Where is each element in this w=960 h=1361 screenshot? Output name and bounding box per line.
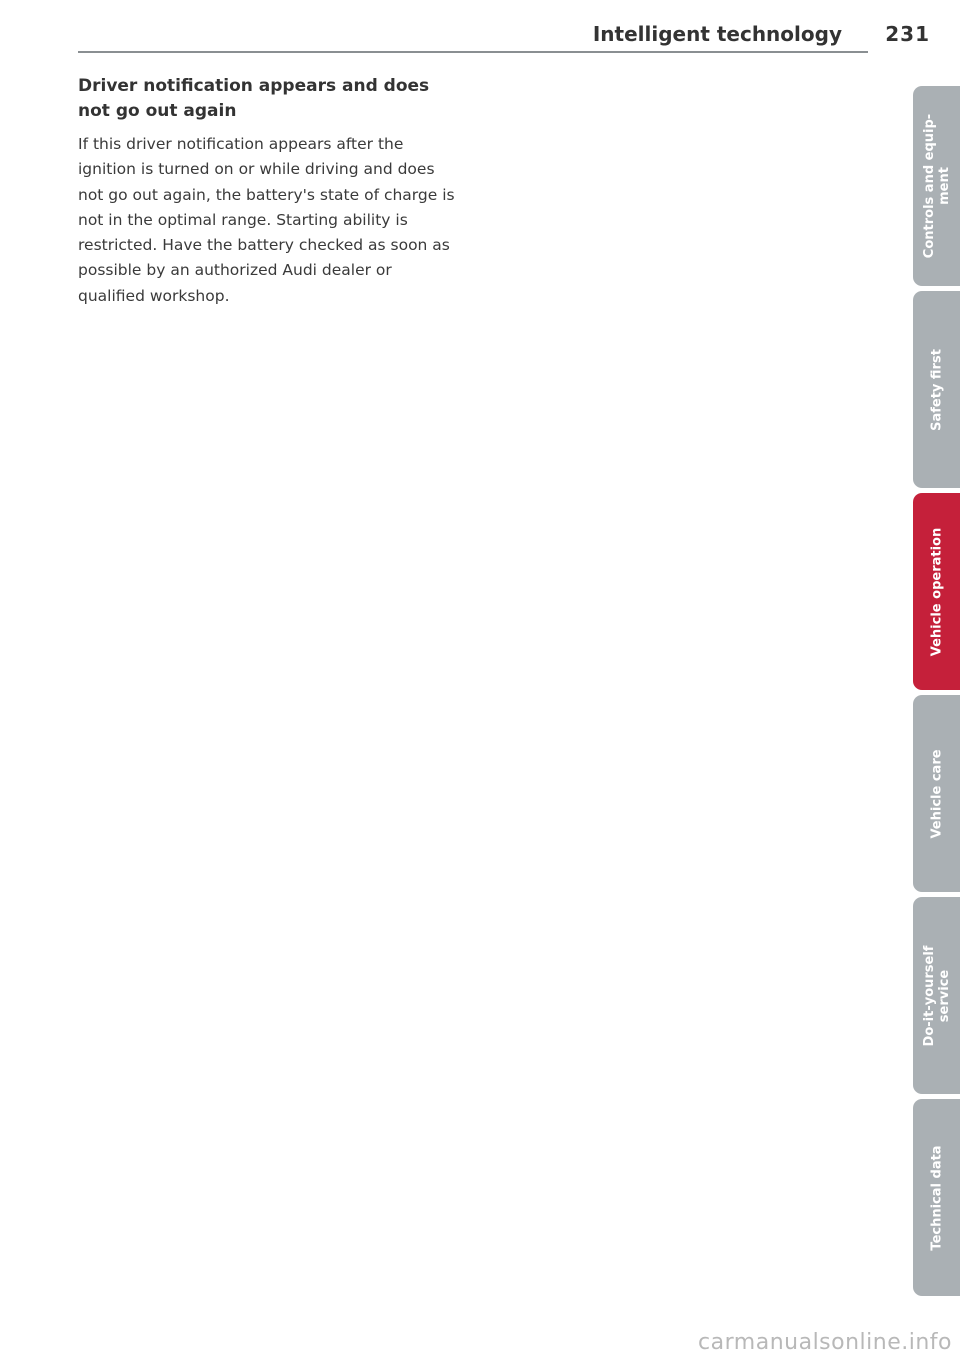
tab-label: Controls and equip- ment: [921, 113, 952, 259]
tab-label: Technical data: [929, 1144, 944, 1251]
main-content: [78, 74, 456, 309]
tab-vehicle-care[interactable]: [913, 695, 960, 892]
section-heading: Driver notification appears and does not go out again: [78, 76, 430, 121]
tab-vehicle-operation[interactable]: [913, 493, 960, 690]
tab-label: Do-it-yourself service: [921, 945, 952, 1046]
tab-safety-first[interactable]: [913, 291, 960, 488]
section-body-text: If this driver notification appears after the ignition is turned on or while driving and does not go out again, the battery's state of charge is not in the optimal range. Starting ability is restricted. Have the battery checked as soon as possible by an authorized Audi dealer or qualified workshop.: [78, 135, 455, 305]
tab-label: Safety first: [929, 348, 944, 431]
page-header: [78, 22, 934, 58]
watermark: carmanualsonline.info: [698, 1330, 952, 1355]
tab-controls-and-equipment[interactable]: [913, 86, 960, 286]
tab-do-it-yourself-service[interactable]: [913, 897, 960, 1094]
tab-label: Vehicle care: [929, 748, 944, 839]
header-rule: [78, 51, 868, 53]
tab-label: Vehicle operation: [929, 527, 944, 656]
page-number: 231: [885, 22, 930, 46]
tab-technical-data[interactable]: [913, 1099, 960, 1296]
running-title: Intelligent technology: [592, 22, 842, 46]
